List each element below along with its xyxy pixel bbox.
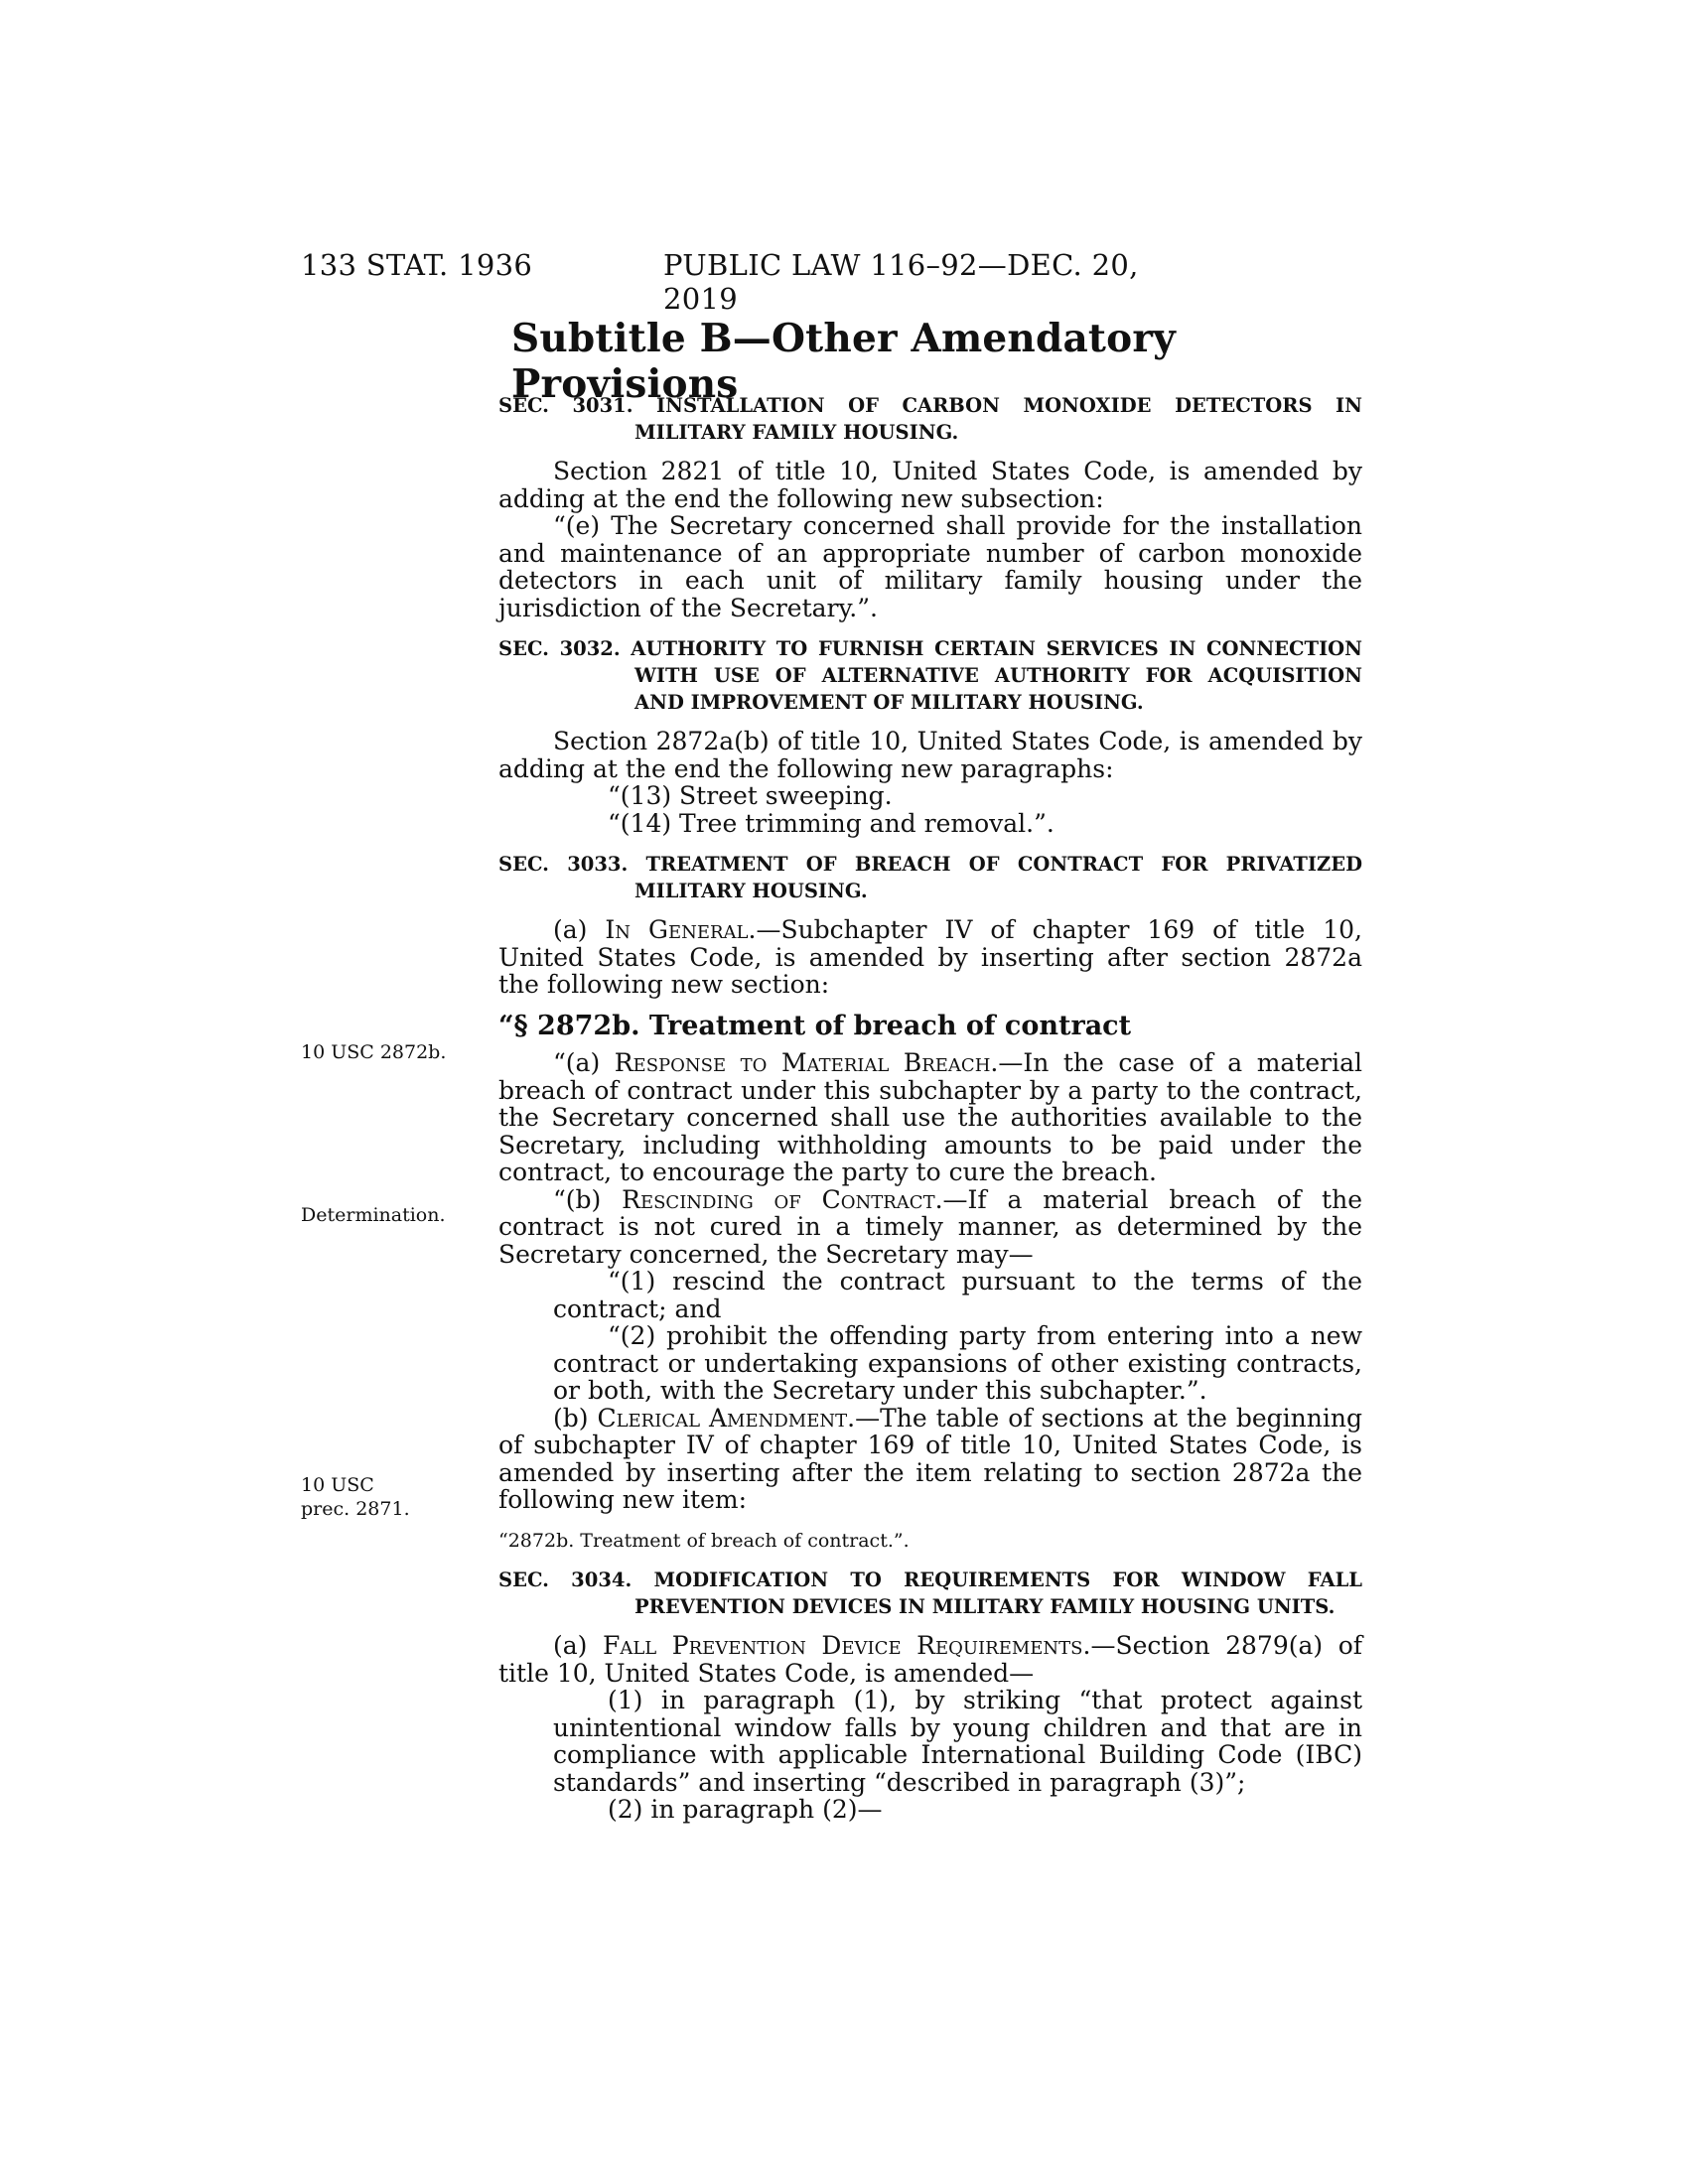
sec-3031-subsection-e: “(e) The Secretary concerned shall provide for the installation and maintenance of an appropriate number of carbon monoxide detectors in each unit of military family housing under the jurisdiction of the Secretary.”. xyxy=(498,511,1362,622)
sec-3032-paragraph-14: “(14) Tree trimming and removal.”. xyxy=(608,808,1055,838)
sec-3033-b-label: (b) xyxy=(553,1403,598,1433)
sec-3032-paragraph: Section 2872a(b) of title 10, United States Code, is amended by adding at the end the following new paragraphs: xyxy=(498,727,1362,783)
sec-3031-paragraph: Section 2821 of title 10, United States Code, is amended by adding at the end the following new subsection: xyxy=(498,457,1362,513)
document-body xyxy=(498,392,1362,1824)
margin-note-usc-prec xyxy=(301,1473,410,1521)
margin-note-determination: Determination. xyxy=(301,1204,446,1226)
sec-3034-a-text: .—Section 2879(a) of title 10, United States Code, is amended— xyxy=(498,1631,1363,1688)
margin-note-usc-prec-line1: 10 USC xyxy=(301,1474,374,1496)
new-section-a-label: “(a) xyxy=(553,1048,615,1077)
new-section-a-text: .—In the case of a material breach of contract under this subchapter by a party to the contract, the Secretary concerned shall use the authorities available to the Secretary, including withholding amounts to be paid under the contract, to encourage the party to cure the breach. xyxy=(498,1048,1362,1186)
sec-3034-heading: SEC. 3034. MODIFICATION TO REQUIREMENTS FOR WINDOW FALL PREVENTION DEVICES IN MILITARY FAMILY HOUSING UNITS. xyxy=(498,1569,1362,1618)
sec-3033-heading: SEC. 3033. TREATMENT OF BREACH OF CONTRACT FOR PRIVATIZED MILITARY HOUSING. xyxy=(498,853,1362,902)
new-section-subsection-b xyxy=(498,1186,1362,1269)
sec-3033-subsection-a xyxy=(498,916,1362,999)
stat-page-number: 133 STAT. 1936 xyxy=(301,248,533,282)
sec-3031-heading: SEC. 3031. INSTALLATION OF CARBON MONOXIDE DETECTORS IN MILITARY FAMILY HOUSING. xyxy=(498,394,1362,444)
new-section-b-paragraph-2: “(2) prohibit the offending party from entering into a new contract or undertaking expansions of other existing contracts, or both, with the Secretary under this subchapter.”. xyxy=(553,1321,1362,1405)
margin-note-usc-prec-line2: prec. 2871. xyxy=(301,1498,410,1520)
sec-3033-subsection-b xyxy=(498,1405,1362,1514)
sec-3033-b-text: .—The table of sections at the beginning of subchapter IV of chapter 169 of title 10, United States Code, is amended by inserting after the item relating to section 2872a the following new item: xyxy=(498,1403,1362,1514)
new-section-2872b-heading: “§ 2872b. Treatment of breach of contract xyxy=(498,1010,1132,1041)
sec-3032-heading: SEC. 3032. AUTHORITY TO FURNISH CERTAIN SERVICES IN CONNECTION WITH USE OF ALTERNATIVE AUTHORITY FOR ACQUISITION AND IMPROVEMENT OF MILITARY HOUSING. xyxy=(498,637,1362,714)
sec-3034-a-caption: Fall Prevention Device Requirements xyxy=(602,1631,1083,1660)
new-section-a-caption: Response to Material Breach xyxy=(614,1048,991,1077)
new-section-b-text: .—If a material breach of the contract is not cured in a timely manner, as determined by the Secretary concerned, the Secretary may— xyxy=(498,1184,1362,1269)
sec-3033-a-text: .—Subchapter IV of chapter 169 of title 10, United States Code, is amended by inserting after section 2872a the following new section: xyxy=(498,915,1362,999)
subtitle-heading: Subtitle B—Other Amendatory Provisions xyxy=(511,316,1176,407)
sec-3034-paragraph-1: (1) in paragraph (1), by striking “that protect against unintentional window falls by young children and that are in compliance with applicable International Building Code (IBC) standards” and inserting “described in paragraph (3)”; xyxy=(553,1686,1362,1797)
sec-3034-subsection-a xyxy=(498,1632,1362,1687)
public-law-citation: PUBLIC LAW 116–92—DEC. 20, 2019 xyxy=(663,248,1139,316)
sec-3032-paragraph-13: “(13) Street sweeping. xyxy=(608,781,893,810)
new-section-b-label: “(b) xyxy=(553,1184,623,1214)
sec-3033-a-label: (a) xyxy=(553,915,606,944)
sec-3033-a-caption: In General xyxy=(605,915,749,944)
new-section-b-caption: Rescinding of Contract xyxy=(622,1184,935,1214)
new-section-b-paragraph-1: “(1) rescind the contract pursuant to the terms of the contract; and xyxy=(553,1267,1362,1323)
margin-note-usc-2872b: 10 USC 2872b. xyxy=(301,1041,447,1063)
sec-3033-b-caption: Clerical Amendment xyxy=(597,1403,848,1433)
sec-3034-paragraph-2: (2) in paragraph (2)— xyxy=(608,1795,883,1824)
table-of-sections-item: “2872b. Treatment of breach of contract.”. xyxy=(498,1529,910,1552)
new-section-subsection-a xyxy=(498,1049,1362,1186)
sec-3034-a-label: (a) xyxy=(553,1631,603,1660)
